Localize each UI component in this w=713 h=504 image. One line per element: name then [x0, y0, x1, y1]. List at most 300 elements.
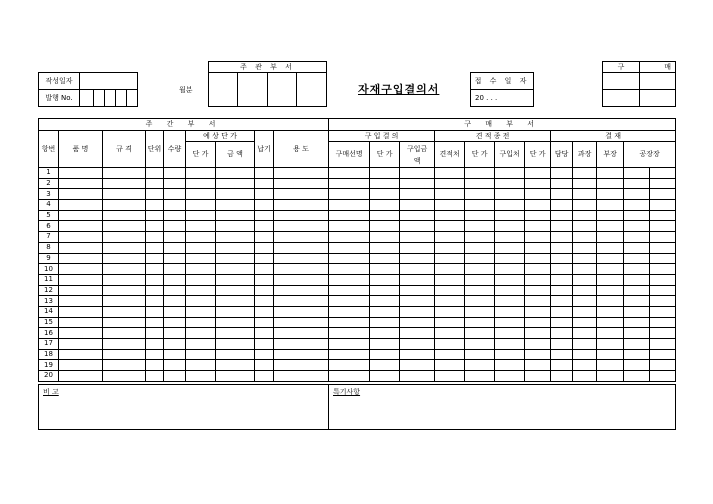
table-cell[interactable] — [186, 264, 216, 275]
table-cell[interactable] — [597, 232, 624, 243]
table-cell[interactable] — [216, 317, 255, 328]
table-cell[interactable] — [495, 296, 525, 307]
table-cell[interactable] — [274, 349, 329, 360]
table-cell[interactable] — [573, 360, 597, 371]
table-cell[interactable] — [465, 285, 495, 296]
table-cell[interactable] — [59, 264, 103, 275]
table-cell[interactable] — [495, 189, 525, 200]
table-cell[interactable] — [650, 253, 676, 264]
table-cell[interactable] — [146, 328, 164, 339]
table-cell[interactable] — [103, 296, 146, 307]
table-cell[interactable] — [624, 306, 650, 317]
table-cell[interactable] — [650, 210, 676, 221]
table-cell[interactable] — [650, 328, 676, 339]
table-cell[interactable] — [650, 371, 676, 382]
table-cell[interactable] — [624, 274, 650, 285]
table-cell[interactable] — [650, 189, 676, 200]
table-cell[interactable] — [573, 178, 597, 189]
table-cell[interactable] — [370, 178, 400, 189]
table-cell[interactable] — [370, 168, 400, 179]
table-cell[interactable] — [164, 328, 186, 339]
table-cell[interactable] — [370, 339, 400, 350]
table-cell[interactable] — [255, 306, 274, 317]
table-cell[interactable] — [103, 285, 146, 296]
table-cell[interactable] — [59, 168, 103, 179]
table-cell[interactable] — [573, 189, 597, 200]
table-cell[interactable] — [59, 339, 103, 350]
table-cell[interactable] — [400, 274, 435, 285]
table-cell[interactable] — [146, 317, 164, 328]
table-cell[interactable] — [400, 371, 435, 382]
table-cell[interactable] — [164, 285, 186, 296]
supervising-dept-sign-cell[interactable] — [268, 73, 297, 107]
table-cell[interactable] — [597, 200, 624, 211]
purchase-sign-cell[interactable] — [640, 90, 676, 107]
table-cell[interactable] — [274, 232, 329, 243]
table-cell[interactable] — [370, 306, 400, 317]
table-cell[interactable] — [103, 242, 146, 253]
table-cell[interactable] — [400, 360, 435, 371]
table-cell[interactable] — [255, 285, 274, 296]
table-cell[interactable] — [255, 253, 274, 264]
remarks-box[interactable] — [39, 385, 329, 430]
table-cell[interactable] — [551, 285, 573, 296]
table-cell[interactable] — [186, 285, 216, 296]
table-cell[interactable] — [400, 168, 435, 179]
table-cell[interactable] — [164, 221, 186, 232]
table-cell[interactable] — [465, 168, 495, 179]
table-cell[interactable] — [164, 339, 186, 350]
table-cell[interactable] — [146, 232, 164, 243]
table-cell[interactable] — [255, 328, 274, 339]
table-cell[interactable] — [103, 200, 146, 211]
table-cell[interactable] — [164, 242, 186, 253]
table-cell[interactable] — [186, 360, 216, 371]
table-cell[interactable] — [650, 221, 676, 232]
table-cell[interactable] — [146, 253, 164, 264]
table-cell[interactable] — [103, 328, 146, 339]
table-cell[interactable] — [103, 349, 146, 360]
table-cell[interactable] — [370, 328, 400, 339]
table-cell[interactable] — [650, 339, 676, 350]
table-cell[interactable] — [525, 210, 551, 221]
table-cell[interactable] — [495, 349, 525, 360]
table-cell[interactable] — [624, 242, 650, 253]
table-cell[interactable] — [186, 168, 216, 179]
special-notes-box[interactable] — [329, 385, 676, 430]
table-cell[interactable] — [216, 306, 255, 317]
table-cell[interactable] — [216, 349, 255, 360]
table-cell[interactable] — [624, 285, 650, 296]
table-cell[interactable] — [597, 317, 624, 328]
table-cell[interactable] — [164, 274, 186, 285]
table-cell[interactable] — [370, 274, 400, 285]
supervising-dept-sign-cell[interactable] — [209, 73, 238, 107]
table-cell[interactable] — [400, 296, 435, 307]
table-cell[interactable] — [400, 328, 435, 339]
table-cell[interactable] — [186, 221, 216, 232]
table-cell[interactable] — [435, 178, 465, 189]
table-cell[interactable] — [573, 200, 597, 211]
table-cell[interactable] — [216, 339, 255, 350]
table-cell[interactable] — [370, 221, 400, 232]
table-cell[interactable] — [525, 317, 551, 328]
table-cell[interactable] — [186, 328, 216, 339]
table-cell[interactable] — [103, 168, 146, 179]
table-cell[interactable] — [465, 210, 495, 221]
table-cell[interactable] — [370, 371, 400, 382]
table-cell[interactable] — [216, 328, 255, 339]
table-cell[interactable] — [370, 242, 400, 253]
table-cell[interactable] — [164, 371, 186, 382]
table-cell[interactable] — [573, 221, 597, 232]
table-cell[interactable] — [624, 178, 650, 189]
table-cell[interactable] — [435, 274, 465, 285]
table-cell[interactable] — [103, 210, 146, 221]
table-cell[interactable] — [216, 285, 255, 296]
table-cell[interactable] — [103, 317, 146, 328]
table-cell[interactable] — [435, 317, 465, 328]
table-cell[interactable] — [255, 200, 274, 211]
table-cell[interactable] — [274, 360, 329, 371]
table-cell[interactable] — [255, 339, 274, 350]
table-cell[interactable] — [650, 242, 676, 253]
table-cell[interactable] — [274, 328, 329, 339]
table-cell[interactable] — [525, 349, 551, 360]
table-cell[interactable] — [59, 232, 103, 243]
table-cell[interactable] — [650, 178, 676, 189]
table-cell[interactable] — [624, 371, 650, 382]
table-cell[interactable] — [146, 221, 164, 232]
table-cell[interactable] — [525, 168, 551, 179]
table-cell[interactable] — [59, 328, 103, 339]
table-cell[interactable] — [597, 339, 624, 350]
table-cell[interactable] — [255, 242, 274, 253]
purchase-sign-cell[interactable] — [640, 73, 676, 90]
table-cell[interactable] — [274, 189, 329, 200]
issue-no-cell[interactable] — [80, 90, 94, 107]
table-cell[interactable] — [435, 339, 465, 350]
table-cell[interactable] — [400, 178, 435, 189]
purchase-sign-cell[interactable] — [603, 90, 640, 107]
table-cell[interactable] — [551, 360, 573, 371]
table-cell[interactable] — [495, 210, 525, 221]
table-cell[interactable] — [255, 371, 274, 382]
table-cell[interactable] — [59, 296, 103, 307]
table-cell[interactable] — [597, 189, 624, 200]
table-cell[interactable] — [573, 242, 597, 253]
table-cell[interactable] — [400, 200, 435, 211]
table-cell[interactable] — [164, 306, 186, 317]
table-cell[interactable] — [103, 178, 146, 189]
table-cell[interactable] — [274, 242, 329, 253]
table-cell[interactable] — [624, 360, 650, 371]
table-cell[interactable] — [573, 339, 597, 350]
table-cell[interactable] — [400, 189, 435, 200]
table-cell[interactable] — [186, 232, 216, 243]
table-cell[interactable] — [551, 210, 573, 221]
table-cell[interactable] — [370, 210, 400, 221]
table-cell[interactable] — [370, 189, 400, 200]
table-cell[interactable] — [103, 221, 146, 232]
table-cell[interactable] — [59, 210, 103, 221]
table-cell[interactable] — [255, 178, 274, 189]
table-cell[interactable] — [186, 242, 216, 253]
table-cell[interactable] — [216, 253, 255, 264]
table-cell[interactable] — [465, 264, 495, 275]
table-cell[interactable] — [495, 360, 525, 371]
table-cell[interactable] — [435, 253, 465, 264]
table-cell[interactable] — [624, 253, 650, 264]
table-cell[interactable] — [650, 349, 676, 360]
table-cell[interactable] — [624, 296, 650, 307]
table-cell[interactable] — [435, 296, 465, 307]
table-cell[interactable] — [435, 200, 465, 211]
table-cell[interactable] — [551, 339, 573, 350]
table-cell[interactable] — [216, 296, 255, 307]
table-cell[interactable] — [186, 306, 216, 317]
table-cell[interactable] — [329, 317, 370, 328]
table-cell[interactable] — [551, 317, 573, 328]
table-cell[interactable] — [146, 339, 164, 350]
table-cell[interactable] — [329, 306, 370, 317]
table-cell[interactable] — [465, 221, 495, 232]
table-cell[interactable] — [573, 264, 597, 275]
table-cell[interactable] — [525, 178, 551, 189]
table-cell[interactable] — [329, 285, 370, 296]
table-cell[interactable] — [525, 285, 551, 296]
table-cell[interactable] — [597, 274, 624, 285]
table-cell[interactable] — [495, 232, 525, 243]
table-cell[interactable] — [255, 317, 274, 328]
table-cell[interactable] — [329, 221, 370, 232]
table-cell[interactable] — [573, 317, 597, 328]
table-cell[interactable] — [216, 200, 255, 211]
table-cell[interactable] — [216, 242, 255, 253]
table-cell[interactable] — [146, 242, 164, 253]
table-cell[interactable] — [573, 274, 597, 285]
table-cell[interactable] — [274, 168, 329, 179]
table-cell[interactable] — [186, 349, 216, 360]
table-cell[interactable] — [274, 317, 329, 328]
table-cell[interactable] — [186, 274, 216, 285]
table-cell[interactable] — [525, 371, 551, 382]
table-cell[interactable] — [435, 306, 465, 317]
table-cell[interactable] — [495, 317, 525, 328]
table-cell[interactable] — [597, 371, 624, 382]
table-cell[interactable] — [400, 339, 435, 350]
table-cell[interactable] — [597, 285, 624, 296]
table-cell[interactable] — [329, 210, 370, 221]
table-cell[interactable] — [525, 189, 551, 200]
table-cell[interactable] — [329, 264, 370, 275]
table-cell[interactable] — [573, 306, 597, 317]
table-cell[interactable] — [495, 221, 525, 232]
table-cell[interactable] — [400, 306, 435, 317]
issue-no-cell[interactable] — [105, 90, 116, 107]
table-cell[interactable] — [465, 328, 495, 339]
table-cell[interactable] — [103, 274, 146, 285]
table-cell[interactable] — [597, 360, 624, 371]
table-cell[interactable] — [400, 264, 435, 275]
table-cell[interactable] — [274, 339, 329, 350]
table-cell[interactable] — [146, 168, 164, 179]
table-cell[interactable] — [164, 349, 186, 360]
table-cell[interactable] — [573, 296, 597, 307]
table-cell[interactable] — [255, 274, 274, 285]
table-cell[interactable] — [216, 168, 255, 179]
table-cell[interactable] — [597, 253, 624, 264]
table-cell[interactable] — [624, 264, 650, 275]
table-cell[interactable] — [59, 242, 103, 253]
table-cell[interactable] — [59, 371, 103, 382]
table-cell[interactable] — [495, 253, 525, 264]
table-cell[interactable] — [164, 360, 186, 371]
table-cell[interactable] — [146, 306, 164, 317]
table-cell[interactable] — [624, 328, 650, 339]
table-cell[interactable] — [525, 296, 551, 307]
table-cell[interactable] — [329, 296, 370, 307]
table-cell[interactable] — [274, 285, 329, 296]
table-cell[interactable] — [274, 274, 329, 285]
table-cell[interactable] — [573, 328, 597, 339]
table-cell[interactable] — [59, 349, 103, 360]
table-cell[interactable] — [597, 306, 624, 317]
table-cell[interactable] — [329, 178, 370, 189]
table-cell[interactable] — [465, 274, 495, 285]
table-cell[interactable] — [164, 210, 186, 221]
table-cell[interactable] — [624, 339, 650, 350]
table-cell[interactable] — [465, 296, 495, 307]
table-cell[interactable] — [525, 274, 551, 285]
receipt-date-value[interactable]: 20 . . . — [471, 90, 534, 107]
table-cell[interactable] — [146, 264, 164, 275]
table-cell[interactable] — [329, 189, 370, 200]
table-cell[interactable] — [186, 189, 216, 200]
table-cell[interactable] — [329, 232, 370, 243]
table-cell[interactable] — [146, 210, 164, 221]
table-cell[interactable] — [495, 200, 525, 211]
table-cell[interactable] — [650, 317, 676, 328]
table-cell[interactable] — [59, 189, 103, 200]
table-cell[interactable] — [329, 360, 370, 371]
table-cell[interactable] — [435, 285, 465, 296]
table-cell[interactable] — [216, 274, 255, 285]
table-cell[interactable] — [255, 360, 274, 371]
table-cell[interactable] — [650, 285, 676, 296]
table-cell[interactable] — [146, 360, 164, 371]
table-cell[interactable] — [370, 349, 400, 360]
table-cell[interactable] — [465, 200, 495, 211]
table-cell[interactable] — [255, 210, 274, 221]
table-cell[interactable] — [255, 221, 274, 232]
table-cell[interactable] — [370, 200, 400, 211]
table-cell[interactable] — [329, 168, 370, 179]
table-cell[interactable] — [216, 264, 255, 275]
table-cell[interactable] — [255, 168, 274, 179]
table-cell[interactable] — [465, 306, 495, 317]
table-cell[interactable] — [650, 274, 676, 285]
table-cell[interactable] — [525, 328, 551, 339]
table-cell[interactable] — [400, 232, 435, 243]
supervising-dept-sign-cell[interactable] — [238, 73, 268, 107]
table-cell[interactable] — [146, 296, 164, 307]
table-cell[interactable] — [495, 264, 525, 275]
table-cell[interactable] — [274, 200, 329, 211]
table-cell[interactable] — [435, 349, 465, 360]
table-cell[interactable] — [274, 221, 329, 232]
table-cell[interactable] — [650, 296, 676, 307]
table-cell[interactable] — [465, 317, 495, 328]
table-cell[interactable] — [465, 360, 495, 371]
table-cell[interactable] — [59, 221, 103, 232]
table-cell[interactable] — [551, 168, 573, 179]
table-cell[interactable] — [495, 285, 525, 296]
table-cell[interactable] — [435, 328, 465, 339]
table-cell[interactable] — [495, 306, 525, 317]
table-cell[interactable] — [465, 349, 495, 360]
table-cell[interactable] — [164, 264, 186, 275]
table-cell[interactable] — [551, 189, 573, 200]
table-cell[interactable] — [59, 200, 103, 211]
table-cell[interactable] — [525, 200, 551, 211]
table-cell[interactable] — [186, 339, 216, 350]
table-cell[interactable] — [103, 339, 146, 350]
table-cell[interactable] — [216, 371, 255, 382]
table-cell[interactable] — [59, 178, 103, 189]
table-cell[interactable] — [164, 232, 186, 243]
table-cell[interactable] — [216, 178, 255, 189]
table-cell[interactable] — [495, 242, 525, 253]
table-cell[interactable] — [650, 306, 676, 317]
table-cell[interactable] — [370, 253, 400, 264]
table-cell[interactable] — [495, 178, 525, 189]
supervising-dept-sign-cell[interactable] — [297, 73, 327, 107]
purchase-sign-cell[interactable] — [603, 73, 640, 90]
table-cell[interactable] — [597, 264, 624, 275]
table-cell[interactable] — [59, 360, 103, 371]
table-cell[interactable] — [146, 274, 164, 285]
table-cell[interactable] — [274, 306, 329, 317]
table-cell[interactable] — [400, 242, 435, 253]
table-cell[interactable] — [186, 178, 216, 189]
table-cell[interactable] — [525, 306, 551, 317]
table-cell[interactable] — [329, 349, 370, 360]
table-cell[interactable] — [274, 253, 329, 264]
table-cell[interactable] — [274, 371, 329, 382]
table-cell[interactable] — [495, 168, 525, 179]
table-cell[interactable] — [551, 178, 573, 189]
table-cell[interactable] — [525, 339, 551, 350]
table-cell[interactable] — [551, 296, 573, 307]
table-cell[interactable] — [551, 306, 573, 317]
table-cell[interactable] — [400, 253, 435, 264]
table-cell[interactable] — [465, 339, 495, 350]
table-cell[interactable] — [597, 349, 624, 360]
table-cell[interactable] — [435, 168, 465, 179]
table-cell[interactable] — [255, 189, 274, 200]
table-cell[interactable] — [164, 253, 186, 264]
table-cell[interactable] — [465, 242, 495, 253]
table-cell[interactable] — [551, 200, 573, 211]
table-cell[interactable] — [329, 200, 370, 211]
table-cell[interactable] — [255, 349, 274, 360]
table-cell[interactable] — [597, 221, 624, 232]
table-cell[interactable] — [216, 210, 255, 221]
table-cell[interactable] — [495, 339, 525, 350]
table-cell[interactable] — [525, 253, 551, 264]
table-cell[interactable] — [186, 210, 216, 221]
